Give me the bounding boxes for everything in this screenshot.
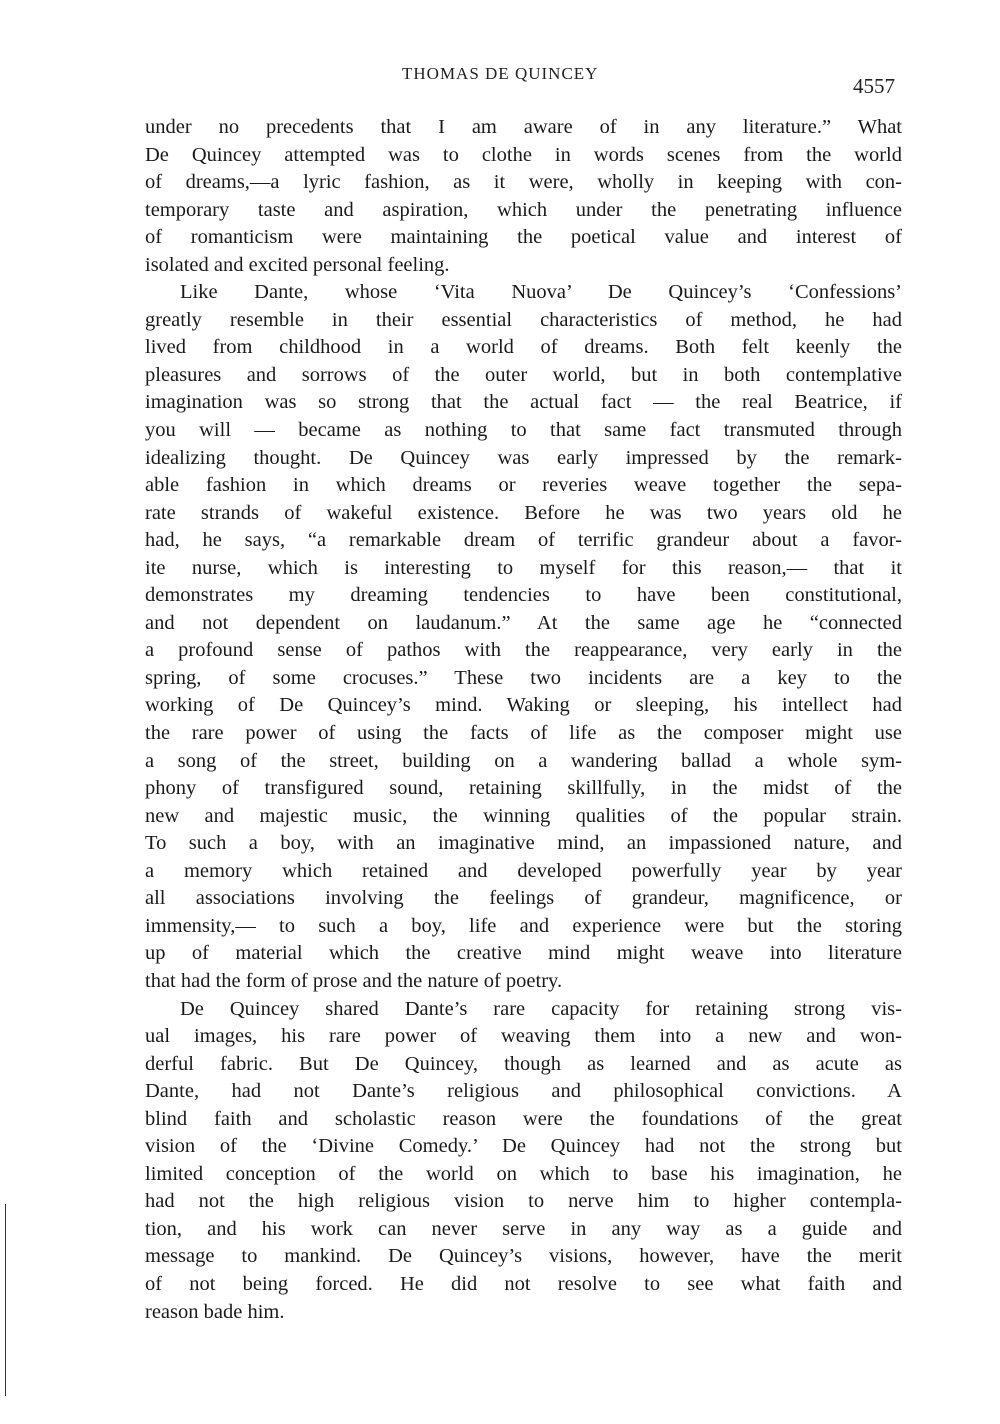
text-line: message to mankind. De Quincey’s visions, however, have the merit <box>145 1245 902 1268</box>
text-line: a song of the street, building on a wandering ballad a whole sym- <box>145 749 902 772</box>
text-line: De Quincey attempted was to clothe in words scenes from the world <box>145 143 902 166</box>
text-line: Like Dante, whose ‘Vita Nuova’ De Quincey’s ‘Confessions’ <box>180 281 902 304</box>
text-line: rate strands of wakeful existence. Before he was two years old he <box>145 501 902 524</box>
text-line: lived from childhood in a world of dreams. Both felt keenly the <box>145 336 902 359</box>
text-line: had, he says, “a remarkable dream of terrific grandeur about a favor- <box>145 529 902 552</box>
text-line: immensity,— to such a boy, life and experience were but the storing <box>145 914 902 937</box>
text-line: idealizing thought. De Quincey was early impressed by the remark- <box>145 446 902 469</box>
text-line: you will — became as nothing to that same fact transmuted through <box>145 419 902 442</box>
text-line: ite nurse, which is interesting to myself for this reason,— that it <box>145 556 902 579</box>
text-line: of romanticism were maintaining the poetical value and interest of <box>145 226 902 249</box>
text-line: limited conception of the world on which to base his imagination, he <box>145 1162 902 1185</box>
text-line: up of material which the creative mind might weave into literature <box>145 942 902 965</box>
text-line: De Quincey shared Dante’s rare capacity for retaining strong vis- <box>180 997 902 1020</box>
running-head-title: THOMAS DE QUINCEY <box>402 64 599 83</box>
text-line: new and majestic music, the winning qualities of the popular strain. <box>145 804 902 827</box>
text-line: and not dependent on laudanum.” At the same age he “connected <box>145 611 902 634</box>
paragraph <box>145 279 902 995</box>
text-line: of not being forced. He did not resolve to see what faith and <box>145 1272 902 1295</box>
text-line: of dreams,—a lyric fashion, as it were, wholly in keeping with con- <box>145 171 902 194</box>
paragraph <box>145 996 902 1327</box>
text-line: imagination was so strong that the actual fact — the real Beatrice, if <box>145 391 902 414</box>
text-line: temporary taste and aspiration, which under the penetrating influence <box>145 198 902 221</box>
text-line: all associations involving the feelings of grandeur, magnificence, or <box>145 887 902 910</box>
text-line: spring, of some crocuses.” These two incidents are a key to the <box>145 666 902 689</box>
text-line: reason bade him. <box>145 1300 285 1323</box>
text-line: a memory which retained and developed powerfully year by year <box>145 859 902 882</box>
text-line: greatly resemble in their essential characteristics of method, he had <box>145 308 902 331</box>
body-text <box>145 114 902 1326</box>
text-line: Dante, had not Dante’s religious and philosophical convictions. A <box>145 1080 902 1103</box>
text-line: a profound sense of pathos with the reappearance, very early in the <box>145 639 902 662</box>
text-line: phony of transfigured sound, retaining skillfully, in the midst of the <box>145 777 902 800</box>
text-line: under no precedents that I am aware of in any literature.” What <box>145 116 902 138</box>
page-number: 4557 <box>853 74 895 98</box>
text-line: able fashion in which dreams or reveries weave together the sepa- <box>145 474 902 497</box>
text-line: the rare power of using the facts of life as the composer might use <box>145 722 902 745</box>
text-line: tion, and his work can never serve in any way as a guide and <box>145 1217 902 1240</box>
text-line: had not the high religious vision to nerve him to higher contempla- <box>145 1190 902 1213</box>
text-line: To such a boy, with an imaginative mind, an impassioned nature, and <box>145 832 902 855</box>
text-line: vision of the ‘Divine Comedy.’ De Quincey had not the strong but <box>145 1135 902 1158</box>
text-line: pleasures and sorrows of the outer world, but in both contemplative <box>145 363 902 386</box>
text-line: blind faith and scholastic reason were the foundations of the great <box>145 1107 902 1130</box>
text-line: working of De Quincey’s mind. Waking or sleeping, his intellect had <box>145 694 902 717</box>
text-line: derful fabric. But De Quincey, though as learned and as acute as <box>145 1052 902 1075</box>
margin-scan-line <box>5 1204 6 1396</box>
text-line: ual images, his rare power of weaving them into a new and won- <box>145 1025 902 1048</box>
text-line: isolated and excited personal feeling. <box>145 253 450 276</box>
text-line: that had the form of prose and the nature of poetry. <box>145 969 563 992</box>
paragraph <box>145 114 902 279</box>
text-line: demonstrates my dreaming tendencies to have been constitutional, <box>145 584 902 607</box>
